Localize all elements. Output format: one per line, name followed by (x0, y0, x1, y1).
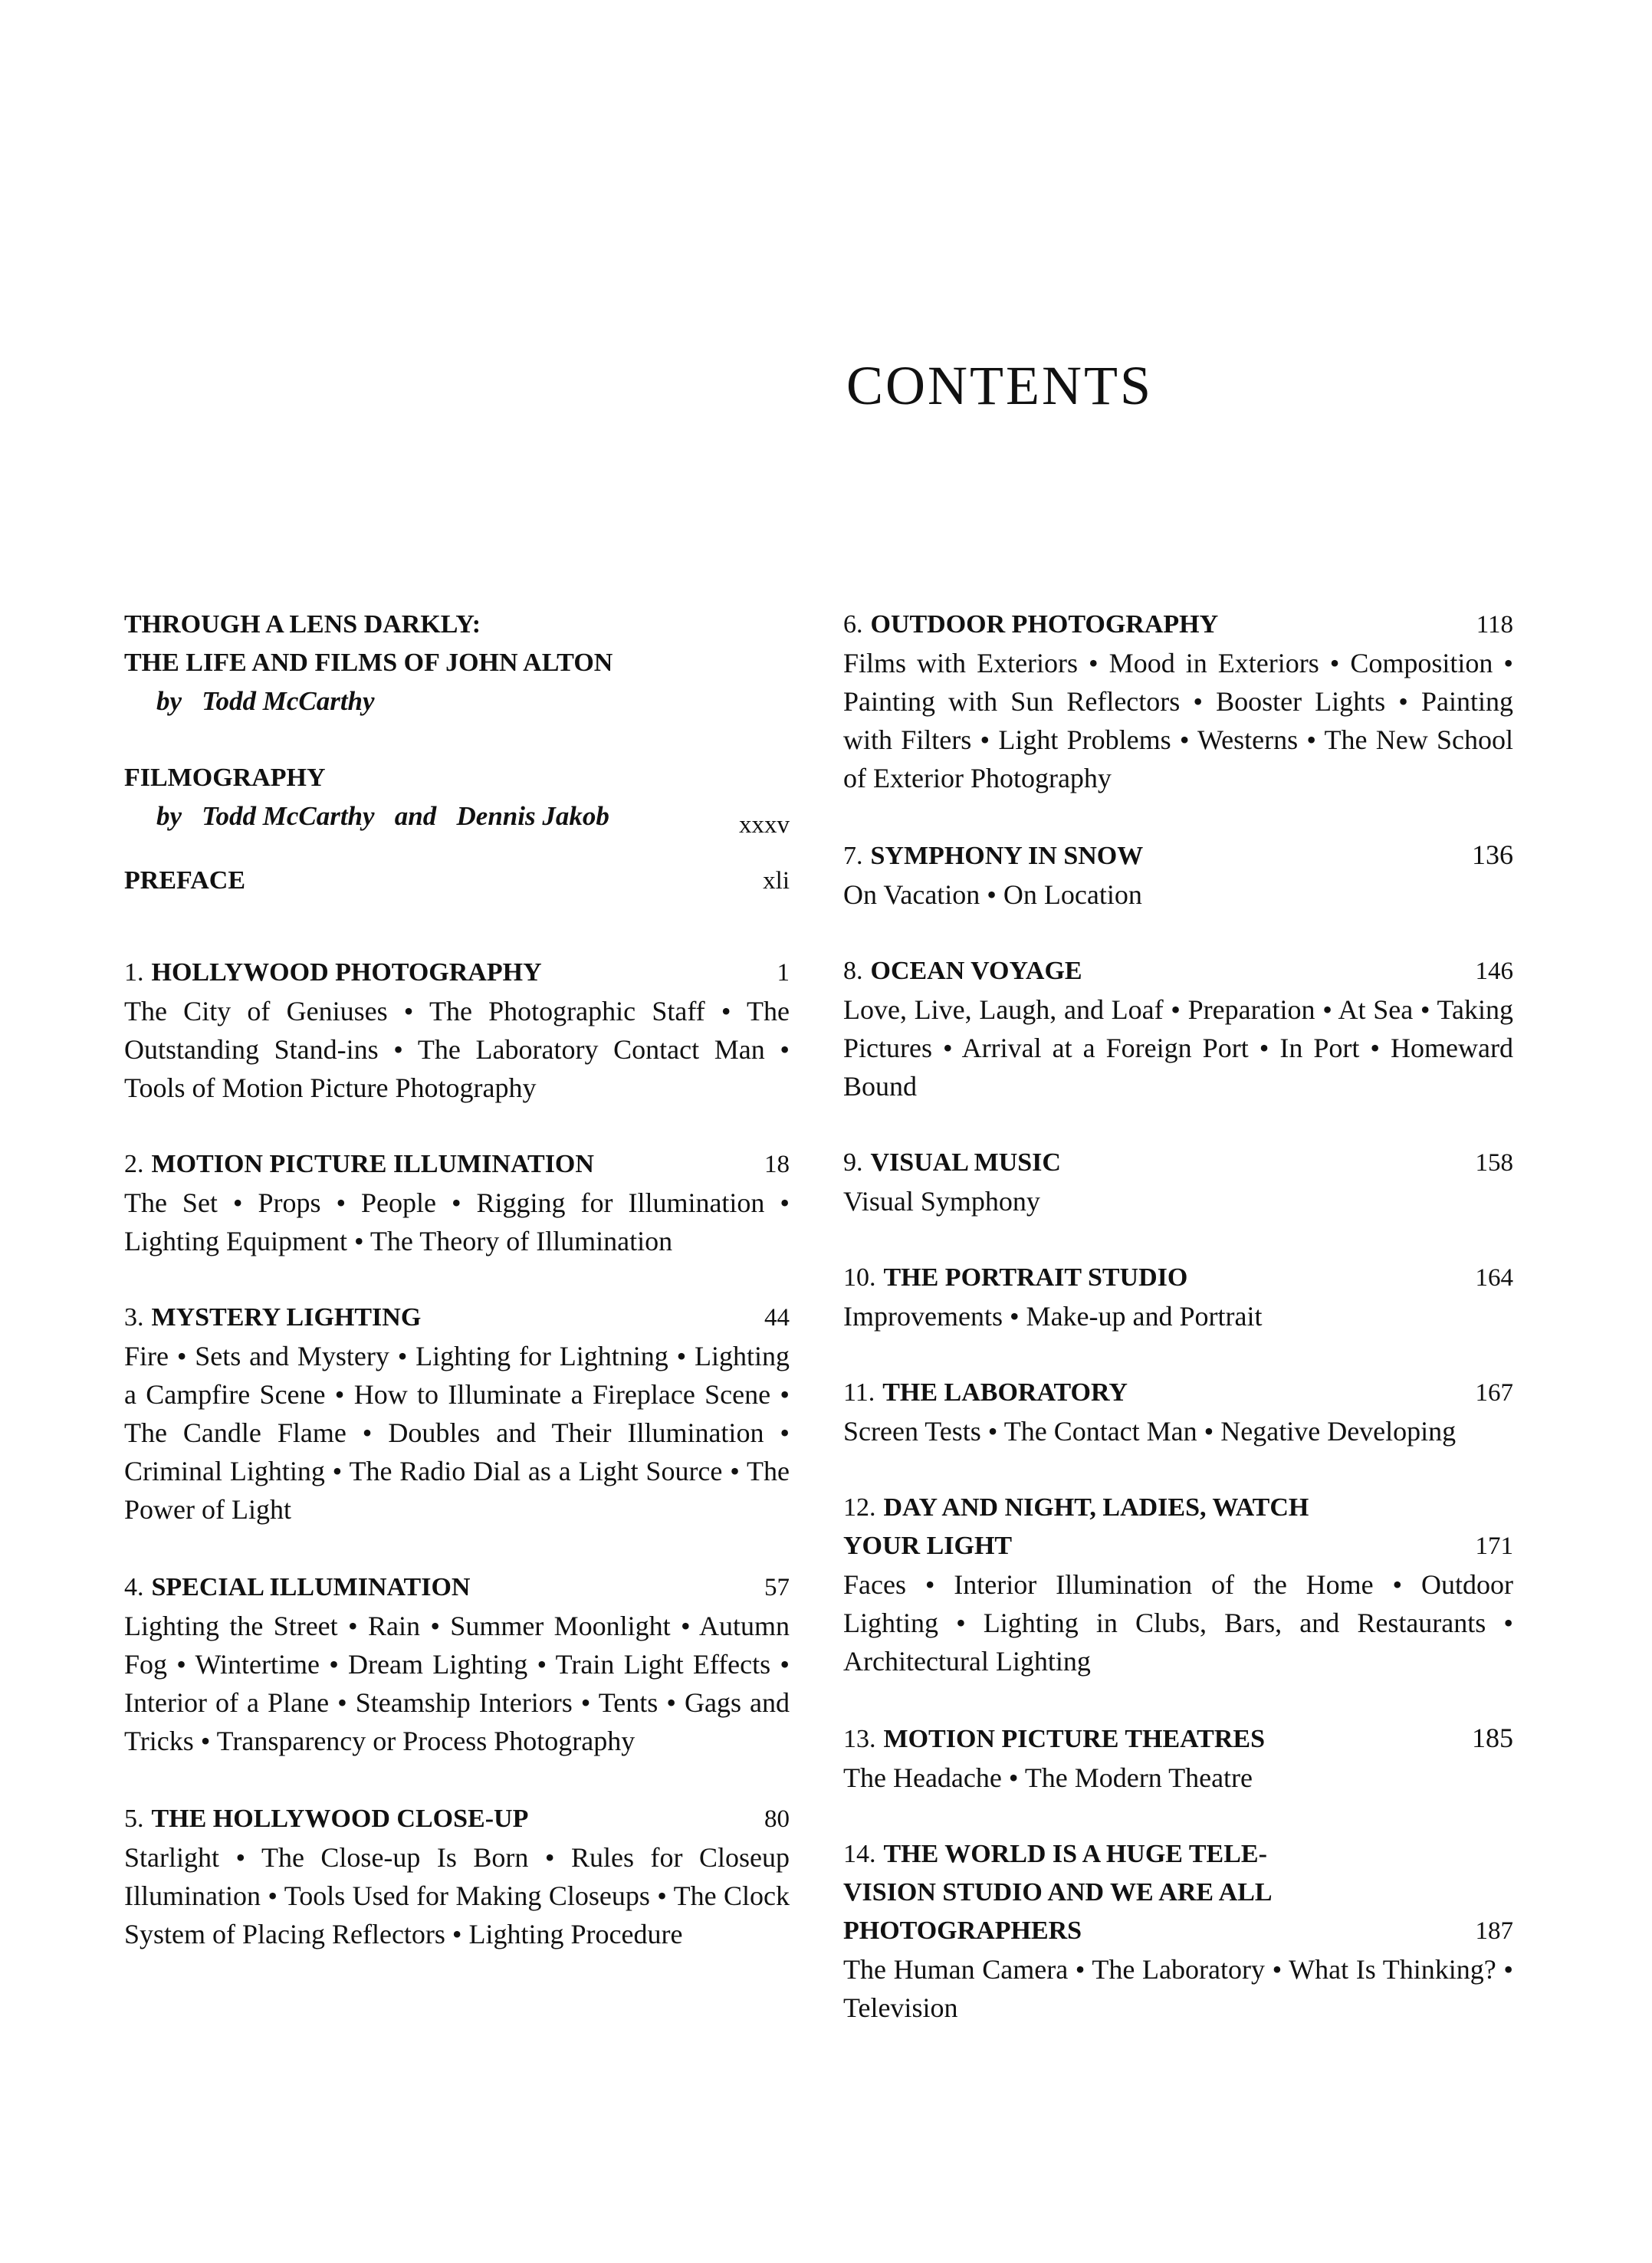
chapter-description: On Vacation • On Location (843, 879, 1142, 910)
chapter-description: Love, Live, Laugh, and Loaf • Preparation • At Sea • Taking Pictures • Arrival at a Foreign Port • In Port • Homeward Bound (843, 994, 1513, 1102)
chapter-page-number: 158 (1475, 1149, 1513, 1177)
chapter-title: VISUAL MUSIC (870, 1148, 1061, 1177)
chapter-page-number: 118 (1476, 611, 1513, 639)
chapter-page-number: 171 (1475, 1532, 1513, 1560)
chapter-page-number: 187 (1475, 1917, 1513, 1945)
toc-entry-chapter-5[interactable] (124, 1800, 790, 1953)
chapter-description: The Set • Props • People • Rigging for Illumination • Lighting Equipment • The Theory of Illumination (124, 1187, 790, 1256)
toc-entry-chapter-11[interactable] (843, 1374, 1513, 1450)
chapter-page-number: 167 (1475, 1379, 1513, 1407)
page-title: CONTENTS (846, 355, 1153, 416)
chapter-title: OUTDOOR PHOTOGRAPHY (870, 610, 1219, 639)
chapter-description: The Headache • The Modern Theatre (843, 1762, 1253, 1793)
chapter-title-line-1: THE WORLD IS A HUGE TELE- (883, 1840, 1267, 1868)
toc-entry-chapter-4[interactable] (124, 1568, 790, 1760)
chapter-description: Lighting the Street • Rain • Summer Moonlight • Autumn Fog • Wintertime • Dream Lighting • Train Light Effects • Interior of a Plane • Steamship Interiors • Tents • Gags and Tricks • Transparency or Process Photography (124, 1611, 790, 1756)
chapter-number: 11. (843, 1378, 875, 1407)
chapter-page-number: 1 (777, 959, 790, 987)
chapter-number: 2. (124, 1150, 144, 1178)
preface-page-number: xli (763, 867, 790, 895)
chapter-title-line-2: YOUR LIGHT (843, 1532, 1013, 1560)
chapter-number: 6. (843, 610, 863, 639)
chapter-page-number: 57 (764, 1574, 790, 1601)
chapter-description: Screen Tests • The Contact Man • Negative Developing (843, 1416, 1457, 1447)
chapter-number: 5. (124, 1805, 144, 1833)
essay-title-line-2: THE LIFE AND FILMS OF JOHN ALTON (124, 649, 613, 677)
chapter-number: 1. (124, 958, 144, 987)
essay-byline: by Todd McCarthy (156, 686, 375, 716)
chapter-title: MYSTERY LIGHTING (151, 1303, 422, 1332)
toc-entry-chapter-8[interactable] (843, 952, 1513, 1105)
toc-entry-filmography[interactable] (124, 759, 790, 839)
chapter-title: SPECIAL ILLUMINATION (151, 1573, 471, 1601)
filmography-byline: by Todd McCarthy and Dennis Jakob (156, 801, 609, 831)
chapter-title: THE LABORATORY (882, 1378, 1128, 1407)
chapter-number: 10. (843, 1263, 876, 1292)
filmography-page-number: xxxv (739, 811, 790, 839)
chapter-title: THE PORTRAIT STUDIO (883, 1263, 1188, 1292)
toc-entry-chapter-7[interactable] (843, 836, 1513, 914)
toc-entry-chapter-13[interactable] (843, 1719, 1513, 1797)
chapter-number: 4. (124, 1573, 144, 1601)
chapter-page-number: 18 (764, 1151, 790, 1178)
chapter-number: 12. (843, 1493, 876, 1522)
preface-title: PREFACE (124, 866, 246, 895)
toc-entry-chapter-2[interactable] (124, 1145, 790, 1260)
chapter-page-number: 146 (1475, 957, 1513, 985)
chapter-description: Fire • Sets and Mystery • Lighting for Lightning • Lighting a Campfire Scene • How to Illuminate a Fireplace Scene • The Candle Flame • Doubles and Their Illumination • Criminal Lighting • The Radio Dial as a Light Source • The Power of Light (124, 1341, 790, 1525)
chapter-page-number: 80 (764, 1805, 790, 1833)
chapter-title-line-1: DAY AND NIGHT, LADIES, WATCH (883, 1493, 1309, 1522)
toc-entry-chapter-9[interactable] (843, 1144, 1513, 1220)
chapter-page-number: 136 (1472, 839, 1513, 870)
toc-entry-chapter-14[interactable] (843, 1835, 1513, 2027)
contents-left-column (124, 606, 790, 1953)
chapter-number: 7. (843, 842, 863, 870)
chapter-number: 3. (124, 1303, 144, 1332)
toc-entry-essay[interactable] (124, 606, 790, 721)
contents-right-column (843, 606, 1513, 2027)
chapter-description: Films with Exteriors • Mood in Exteriors • Composition • Painting with Sun Reflectors • Booster Lights • Painting with Filters • Light Problems • Westerns • The New School of Exterior Photography (843, 648, 1513, 793)
chapter-page-number: 164 (1475, 1264, 1513, 1292)
chapter-number: 8. (843, 957, 863, 985)
chapter-title-line-2: VISION STUDIO AND WE ARE ALL (843, 1878, 1273, 1907)
toc-entry-chapter-12[interactable] (843, 1489, 1513, 1680)
toc-entry-chapter-10[interactable] (843, 1259, 1513, 1335)
chapter-number: 14. (843, 1840, 876, 1868)
chapter-number: 13. (843, 1725, 876, 1753)
chapter-title: THE HOLLYWOOD CLOSE-UP (151, 1805, 529, 1833)
chapter-description: Visual Symphony (843, 1186, 1040, 1217)
chapter-title: MOTION PICTURE THEATRES (883, 1725, 1265, 1753)
chapter-description: The Human Camera • The Laboratory • What Is Thinking? • Television (843, 1954, 1513, 2023)
essay-title-line-1: THROUGH A LENS DARKLY: (124, 610, 481, 639)
chapter-title: MOTION PICTURE ILLUMINATION (151, 1150, 594, 1178)
toc-entry-chapter-6[interactable] (843, 606, 1513, 797)
chapter-description: Improvements • Make-up and Portrait (843, 1301, 1263, 1332)
chapter-number: 9. (843, 1148, 863, 1177)
chapter-page-number: 44 (764, 1304, 790, 1332)
chapter-description: Faces • Interior Illumination of the Home • Outdoor Lighting • Lighting in Clubs, Bars, and Restaurants • Architectural Lighting (843, 1569, 1513, 1677)
chapter-title: HOLLYWOOD PHOTOGRAPHY (151, 958, 542, 987)
filmography-title: FILMOGRAPHY (124, 764, 326, 792)
toc-entry-chapter-3[interactable] (124, 1299, 790, 1529)
chapter-title: SYMPHONY IN SNOW (870, 842, 1144, 870)
chapter-page-number: 185 (1472, 1723, 1513, 1753)
toc-entry-chapter-1[interactable] (124, 954, 790, 1107)
toc-entry-preface[interactable] (124, 862, 790, 900)
chapter-description: Starlight • The Close-up Is Born • Rules for Closeup Illumination • Tools Used for Making Closeups • The Clock System of Placing Reflectors • Lighting Procedure (124, 1842, 790, 1949)
chapter-description: The City of Geniuses • The Photographic Staff • The Outstanding Stand-ins • The Laboratory Contact Man • Tools of Motion Picture Photography (124, 996, 790, 1103)
chapter-title-line-3: PHOTOGRAPHERS (843, 1916, 1082, 1945)
chapter-title: OCEAN VOYAGE (870, 957, 1082, 985)
